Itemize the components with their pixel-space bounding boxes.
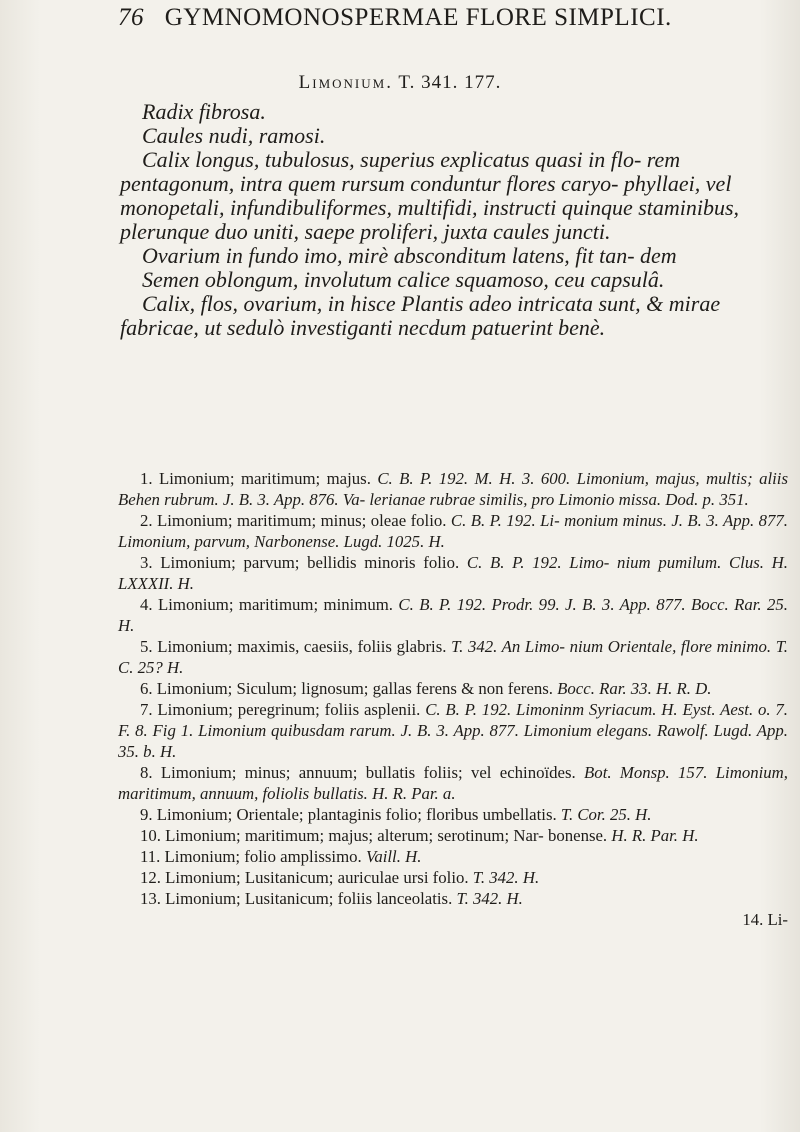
species-lead: 7. Limonium; peregrinum; foliis asplenii.	[140, 700, 421, 719]
species-entry	[118, 762, 788, 804]
species-lead: 10. Limonium; maritimum; majus; alterum; serotinum; Nar- bonense.	[140, 826, 608, 845]
species-refs: T. 342. H.	[472, 868, 540, 887]
species-refs: Vaill. H.	[365, 847, 422, 866]
species-entry	[118, 825, 788, 846]
species-refs: T. Cor. 25. H.	[560, 805, 652, 824]
species-lead: 3. Limonium; parvum; bellidis minoris folio.	[140, 553, 460, 572]
description-calix: Calix longus, tubulosus, superius explicatus quasi in flo- rem pentagonum, intra quem rursum conduntur flores caryo- phyllaei, vel monopetali, infundibuliformes, multifidi, instructi quinque staminibus, plerunque duo uniti, saepe proliferi, juxta caules juncti.	[120, 147, 740, 244]
species-entry	[118, 552, 788, 594]
species-refs: C. B. P. 192. Li- monium minus. J. B. 3. App. 877. Limonium, parvum, Narbonense. Lugd. 1025. H.	[118, 511, 789, 551]
species-lead: 6. Limonium; Siculum; lignosum; gallas ferens & non ferens.	[140, 679, 553, 698]
species-entry	[118, 867, 788, 888]
species-entry	[118, 804, 788, 825]
description-semen: Semen oblongum, involutum calice squamoso, ceu capsulâ.	[142, 267, 665, 292]
species-lead: 4. Limonium; maritimum; minimum.	[140, 595, 393, 614]
species-refs: Bocc. Rar. 33. H. R. D.	[557, 679, 712, 698]
species-lead: 9. Limonium; Orientale; plantaginis folio; floribus umbellatis.	[140, 805, 557, 824]
genus-reference: T. 341. 177.	[398, 72, 502, 93]
description-note: Calix, flos, ovarium, in hisce Plantis adeo intricata sunt, & mirae fabricae, ut sedulò investiganti necdum patuerint benè.	[120, 291, 721, 340]
species-entry	[118, 636, 788, 678]
genus-description	[120, 100, 780, 340]
species-entry	[118, 846, 788, 867]
species-refs: T. 342. An Limo- nium Orientale, flore minimo. T. C. 25? H.	[118, 637, 789, 677]
species-entry	[118, 678, 788, 699]
genus-name: Limonium.	[298, 72, 393, 93]
species-refs: C. B. P. 192. Limo- nium pumilum. Clus. H. LXXXII. H.	[118, 553, 788, 593]
species-entry	[118, 510, 788, 552]
species-entry	[118, 888, 788, 909]
catchword: 14. Li-	[742, 910, 788, 929]
species-entry	[118, 468, 788, 510]
description-radix: Radix fibrosa.	[142, 99, 266, 124]
species-lead: 13. Limonium; Lusitanicum; foliis lanceolatis.	[140, 889, 453, 908]
species-lead: 12. Limonium; Lusitanicum; auriculae ursi folio.	[140, 868, 469, 887]
description-caules: Caules nudi, ramosi.	[142, 123, 326, 148]
genus-heading	[0, 72, 800, 94]
description-ovarium: Ovarium in fundo imo, mirè absconditum latens, fit tan- dem	[142, 243, 677, 268]
species-entry	[118, 699, 788, 762]
species-lead: 8. Limonium; minus; annuum; bullatis foliis; vel echinoïdes.	[140, 763, 576, 782]
page-number: 76	[118, 4, 144, 31]
species-refs: C. B. P. 192. Prodr. 99. J. B. 3. App. 877. Bocc. Rar. 25. H.	[118, 595, 788, 635]
species-lead: 2. Limonium; maritimum; minus; oleae folio.	[140, 511, 447, 530]
species-lead: 5. Limonium; maximis, caesiis, foliis glabris.	[140, 637, 447, 656]
species-entry	[118, 594, 788, 636]
species-list	[118, 468, 788, 930]
species-refs: Bot. Monsp. 157. Limonium, maritimum, annuum, foliolis bullatis. H. R. Par. a.	[118, 763, 788, 803]
species-refs: T. 342. H.	[456, 889, 523, 908]
species-refs: H. R. Par. H.	[611, 826, 699, 845]
species-lead: 1. Limonium; maritimum; majus.	[140, 469, 371, 488]
running-title: GYMNOMONOSPERMAE FLORE SIMPLICI.	[164, 4, 672, 31]
species-refs: C. B. P. 192. Limoninm Syriacum. H. Eyst. Aest. o. 7. F. 8. Fig 1. Limonium quibusdam rarum. J. B. 3. App. 877. Limonium elegans. Rawolf. Lugd. App. 35. b. H.	[118, 700, 788, 761]
species-refs: C. B. P. 192. M. H. 3. 600. Limonium, majus, multis; aliis Behen rubrum. J. B. 3. App. 876. Va- lerianae rubrae similis, pro Limonio missa. Dod. p. 351.	[118, 469, 788, 509]
species-lead: 11. Limonium; folio amplissimo.	[140, 847, 362, 866]
running-header	[118, 4, 778, 32]
